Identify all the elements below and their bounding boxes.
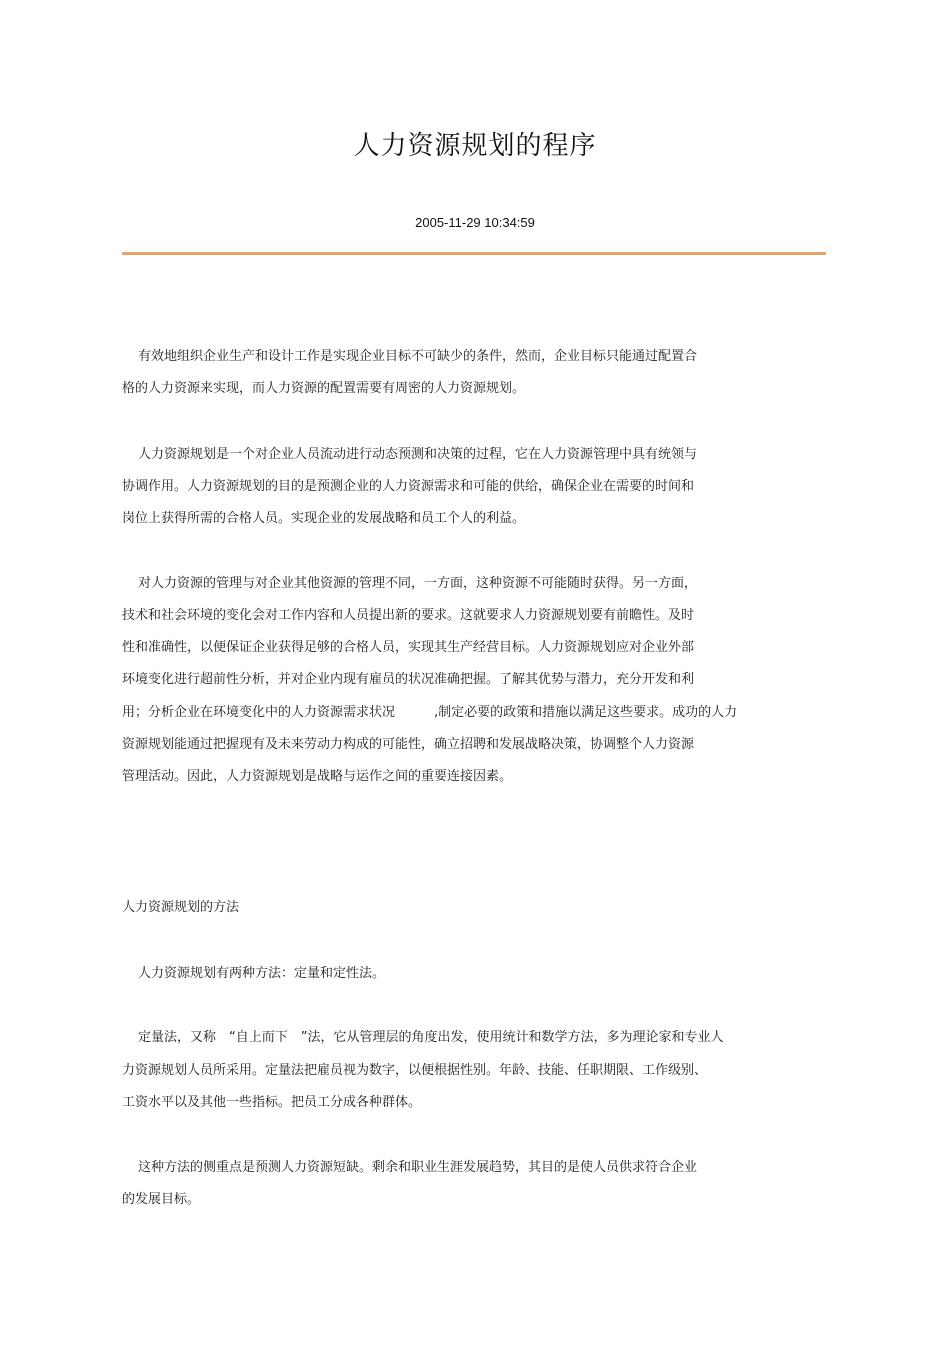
- paragraph-5-line-3: 工资水平以及其他一些指标。把员工分成各种群体。: [122, 1095, 422, 1110]
- paragraph-3-line-3: 性和准确性，以便保证企业获得足够的合格人员，实现其生产经营目标。人力资源规划应对企业外部: [122, 640, 695, 655]
- paragraph-2-line-3: 岗位上获得所需的合格人员。实现企业的发展战略和员工个人的利益。: [122, 511, 526, 526]
- paragraph-3-line-7: 管理活动。因此，人力资源规划是战略与运作之间的重要连接因素。: [122, 769, 513, 784]
- publish-date: 2005-11-29 10:34:59: [415, 215, 535, 230]
- paragraph-3-line-4: 环境变化进行超前性分析，并对企业内现有雇员的状况准确把握。了解其优势与潜力，充分开发和利: [122, 672, 695, 687]
- paragraph-6-line-1: 这种方法的侧重点是预测人力资源短缺。剩余和职业生涯发展趋势，其目的是使人员供求符合企业: [138, 1160, 698, 1175]
- paragraph-3-line-1: 对人力资源的管理与对企业其他资源的管理不同，一方面，这种资源不可能随时获得。另一方面，: [138, 576, 698, 591]
- paragraph-3-line-5: 用；分析企业在环境变化中的人力资源需求状况 ,制定必要的政策和措施以满足这些要求。成功的人力: [122, 705, 738, 720]
- paragraph-1-line-1: 有效地组织企业生产和设计工作是实现企业目标不可缺少的条件，然而，企业目标只能通过配置合: [138, 349, 698, 364]
- paragraph-2-line-2: 协调作用。人力资源规划的目的是预测企业的人力资源需求和可能的供给，确保企业在需要的时间和: [122, 479, 695, 494]
- paragraph-5-line-1: 定量法，又称 “自上而下 ”法，它从管理层的角度出发，使用统计和数学方法，多为理论家和专业人: [138, 1030, 724, 1045]
- paragraph-1-line-2: 格的人力资源来实现，而人力资源的配置需要有周密的人力资源规划。: [122, 381, 526, 396]
- paragraph-4-line-1: 人力资源规划有两种方法：定量和定性法。: [138, 966, 386, 981]
- title-divider: [122, 252, 826, 255]
- paragraph-2-line-1: 人力资源规划是一个对企业人员流动进行动态预测和决策的过程，它在人力资源管理中具有统领与: [138, 447, 698, 462]
- paragraph-5-line-2: 力资源规划人员所采用。定量法把雇员视为数字，以便根据性别。年龄、技能、任职期限、工作级别、: [122, 1063, 708, 1078]
- paragraph-3-line-2: 技术和社会环境的变化会对工作内容和人员提出新的要求。这就要求人力资源规划要有前瞻性。及时: [122, 608, 695, 623]
- paragraph-3-line-6: 资源规划能通过把握现有及未来劳动力构成的可能性，确立招聘和发展战略决策，协调整个人力资源: [122, 737, 695, 752]
- section-heading: 人力资源规划的方法: [122, 900, 240, 915]
- page-title: 人力资源规划的程序: [353, 131, 597, 161]
- paragraph-6-line-2: 的发展目标。: [122, 1192, 201, 1207]
